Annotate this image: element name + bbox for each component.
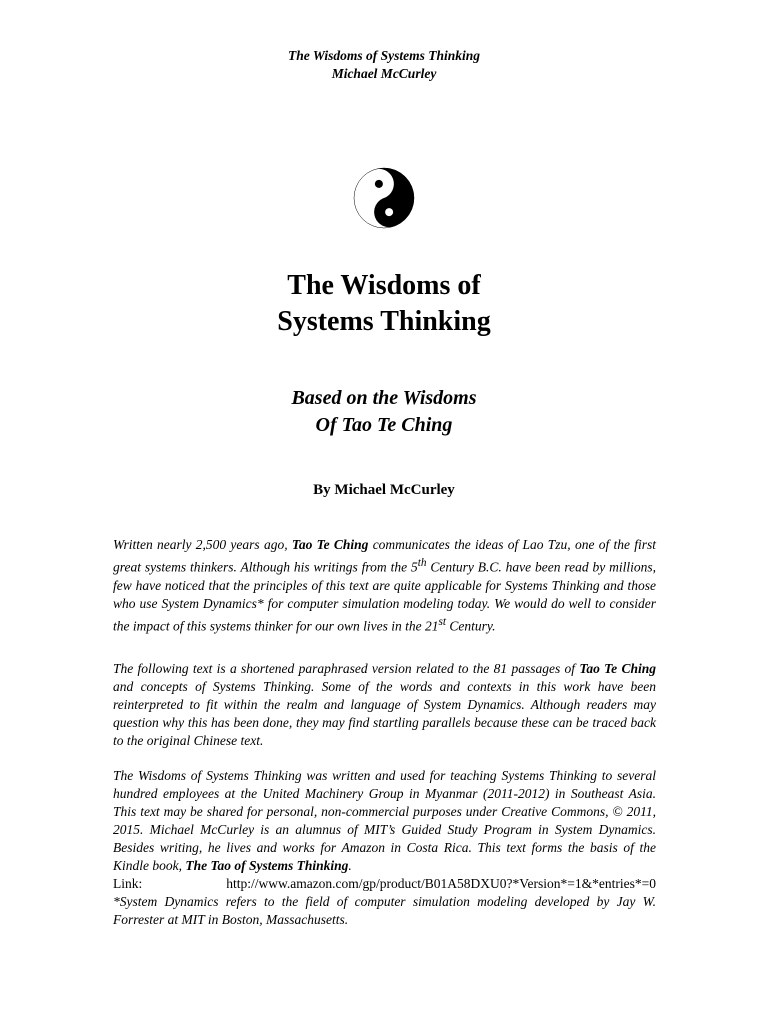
paraphrase-paragraph (113, 660, 656, 750)
amazon-link[interactable]: http://www.amazon.com/gp/product/B01A58DXU0?*Version*=1&*entries*=0 (226, 876, 656, 891)
text-run: Century B.C. have been read by millions, few have noticed that the principles of this text are quite applicable for Systems Thinking and those who use System Dynamics* for computer simulation modeling today. We would do well to consider the impact of this systems thinker for our own lives in the 21 (113, 559, 656, 633)
link-label: Link: (113, 876, 143, 891)
text-run: The following text is a shortened paraphrased version related to the 81 passages of (113, 661, 580, 676)
header-author: Michael McCurley (331, 66, 437, 81)
title-line-2: Systems Thinking (277, 306, 491, 337)
text-run: The Wisdoms of Systems Thinking was written and used for teaching Systems Thinking to several hundred employees at the United Machinery Group in Myanmar (2011-2012) in Southeast Asia. This text may be shared for personal, non-commercial purposes under Creative Commons, © 2011, 2015. Michael McCurley is an alumnus of MIT’s Guided Study Program in System Dynamics. Besides writing, he lives and works for Amazon in Costa Rica. This text forms the basis of the Kindle book, (113, 768, 656, 873)
title-line-1: The Wisdoms of (287, 270, 481, 301)
text-run: . (348, 858, 352, 873)
text-run: and concepts of Systems Thinking. Some of the words and contexts in this work have been reinterpreted to fit within the realm and language of System Dynamics. Although readers may question why this has been done, they may find startling parallels because these can be traced back to the original Chinese text. (113, 679, 656, 748)
superscript: st (438, 615, 446, 628)
intro-paragraph (113, 536, 656, 635)
author-byline: By Michael McCurley (313, 482, 455, 498)
header-title: The Wisdoms of Systems Thinking (287, 48, 481, 63)
superscript: th (417, 557, 427, 569)
kindle-book-title: The Tao of Systems Thinking (185, 858, 349, 873)
book-title: Tao Te Ching (579, 661, 656, 676)
link-line (113, 875, 656, 893)
text-run: communicates the ideas of Lao Tzu, one of the first great systems thinkers. Although his writings from the 5 (113, 537, 657, 575)
subtitle-line-2: Of Tao Te Ching (315, 414, 453, 436)
running-header (0, 47, 768, 83)
document-title (0, 268, 768, 340)
footnote: *System Dynamics refers to the field of computer simulation modeling developed by Jay W. Forrester at MIT in Boston, Massachusetts. (113, 894, 656, 927)
text-run: Century. (446, 618, 496, 633)
yin-yang-icon (353, 167, 415, 229)
book-title: Tao Te Ching (291, 537, 369, 552)
about-paragraph (113, 767, 656, 929)
document-subtitle (0, 385, 768, 439)
text-run: Written nearly 2,500 years ago, (113, 537, 292, 552)
subtitle-line-1: Based on the Wisdoms (291, 387, 477, 409)
